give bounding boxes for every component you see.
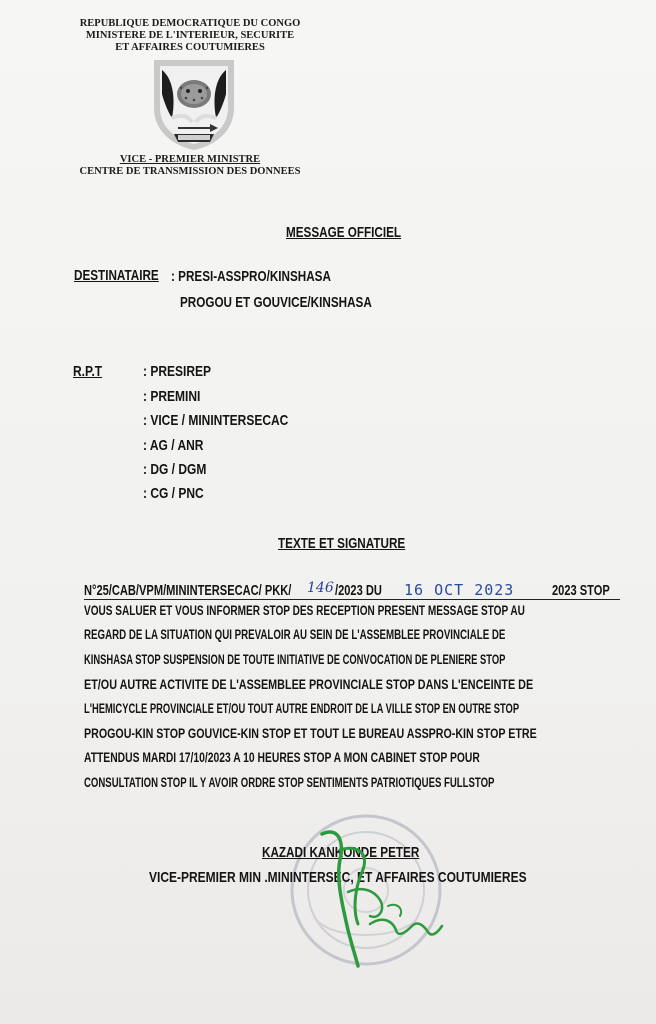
rpt-item: : DG / DGM [143,461,207,478]
body-line: KINSHASA STOP SUSPENSION DE TOUTE INITIATIVE DE CONVOCATION DE PLENIERE STOP [84,652,506,667]
body-line: ET/OU AUTRE ACTIVITE DE L'ASSEMBLEE PROVINCIALE STOP DANS L'ENCEINTE DE [84,677,534,692]
signatory-role: VICE-PREMIER MIN .MININTERSEC, ET AFFAIRES COUTUMIERES [149,869,527,886]
signatory-name: KAZADI KANKONDE PETER [262,844,420,861]
body-line: L'HEMICYCLE PROVINCIALE ET/OU TOUT AUTRE ENDROIT DE LA VILLE STOP EN OUTRE STOP [84,701,520,716]
reference-year-stop: 2023 STOP [552,582,610,599]
body-line: VOUS SALUER ET VOUS INFORMER STOP DES RECEPTION PRESENT MESSAGE STOP AU [84,603,525,618]
rpt-item: : VICE / MININTERSECAC [143,412,289,429]
ministry-name: MINISTERE DE L'INTERIEUR, SECURITE [85,30,295,41]
coat-of-arms-icon [148,56,240,152]
office-title: VICE - PREMIER MINISTRE [119,154,261,165]
rpt-item: : PRESIREP [143,363,212,380]
body-line: ATTENDUS MARDI 17/10/2023 A 10 HEURES STOP A MON CABINET STOP POUR [84,750,480,765]
section-title: TEXTE ET SIGNATURE [278,535,406,552]
rpt-item: : AG / ANR [143,437,204,454]
ministry-name-cont: ET AFFAIRES COUTUMIERES [115,42,265,53]
rpt-item: : CG / PNC [143,485,204,502]
handwritten-signature-icon [300,820,450,970]
message-title: MESSAGE OFFICIEL [286,224,402,241]
handwritten-number: 146 [307,580,334,596]
body-line: CONSULTATION STOP IL Y AVOIR ORDRE STOP SENTIMENTS PATRIOTIQUES FULLSTOP [84,775,495,790]
recipient-line-1: : PRESI-ASSPRO/KINSHASA [171,268,331,285]
recipient-line-2: PROGOU ET GOUVICE/KINSHASA [180,294,372,311]
office-subtitle: CENTRE DE TRANSMISSION DES DONNEES [79,166,301,177]
reference-underline [84,599,620,600]
rpt-item: : PREMINI [143,388,201,405]
recipient-label: DESTINATAIRE [74,267,159,284]
reference-prefix: N°25/CAB/VPM/MININTERSECAC/ PKK/ [84,582,292,599]
reference-suffix: /2023 DU [335,582,382,599]
republic-name: REPUBLIQUE DEMOCRATIQUE DU CONGO [79,18,301,29]
rpt-label: R.P.T [73,363,103,380]
body-line: REGARD DE LA SITUATION QUI PREVALOIR AU SEIN DE L'ASSEMBLEE PROVINCIALE DE [84,627,506,642]
body-line: PROGOU-KIN STOP GOUVICE-KIN STOP ET TOUT LE BUREAU ASSPRO-KIN STOP ETRE [84,726,537,741]
date-stamp: 16 OCT 2023 [404,581,515,599]
